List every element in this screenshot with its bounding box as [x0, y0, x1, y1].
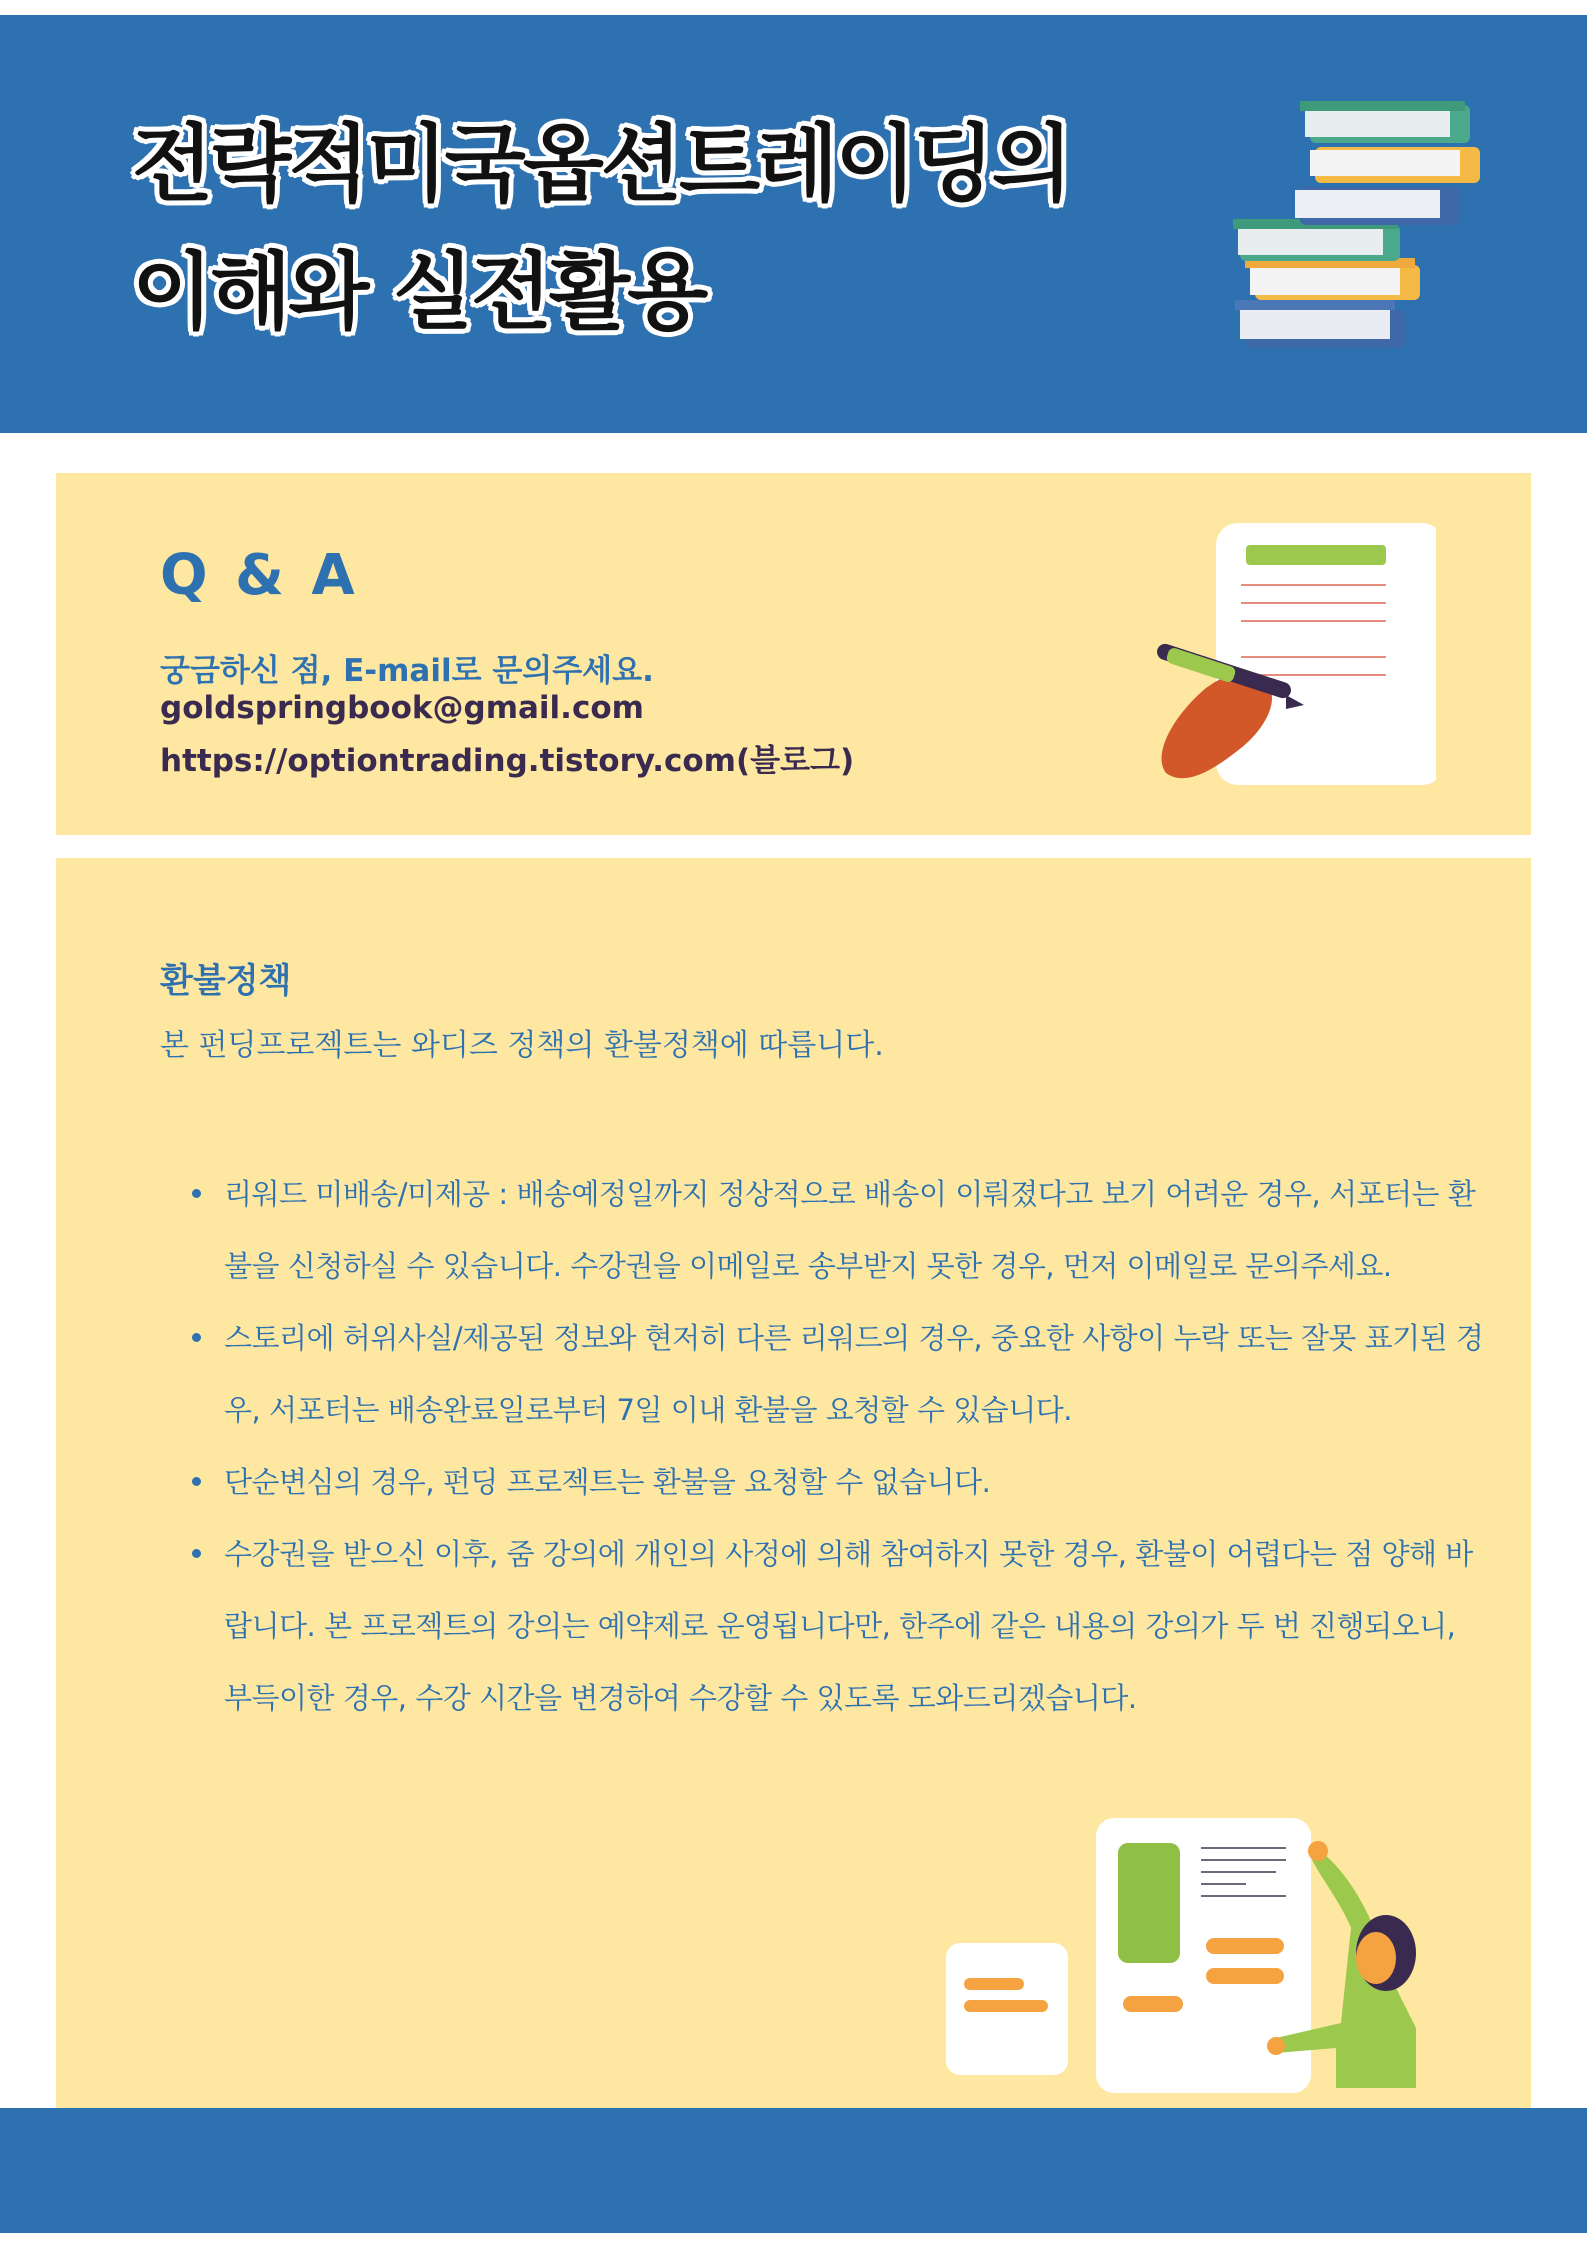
- presenter-board-icon: [946, 1818, 1506, 2118]
- list-item: 단순변심의 경우, 펀딩 프로젝트는 환불을 요청할 수 없습니다.: [160, 1446, 1490, 1518]
- refund-title: 환불정책: [160, 961, 292, 1001]
- refund-policy-list: [160, 1158, 1490, 1734]
- qa-email-link[interactable]: goldspringbook@gmail.com: [160, 690, 644, 726]
- list-item: 수강권을 받으신 이후, 줌 강의에 개인의 사정에 의해 참여하지 못한 경우, 환불이 어렵다는 점 양해 바랍니다. 본 프로젝트의 강의는 예약제로 운영됩니다만, 한주에 같은 내용의 강의가 두 번 진행되오니, 부득이한 경우, 수강 시간을 변경하여 수강할 수 있도록 도와드리겠습니다.: [160, 1518, 1490, 1734]
- refund-intro: 본 펀딩프로젝트는 와디즈 정책의 환불정책에 따릅니다.: [160, 1028, 884, 1063]
- list-item: 리워드 미배송/미제공 : 배송예정일까지 정상적으로 배송이 이뤄졌다고 보기 어려운 경우, 서포터는 환불을 신청하실 수 있습니다. 수강권을 이메일로 송부받지 못한 경우, 먼저 이메일로 문의주세요.: [160, 1158, 1490, 1302]
- refund-card: [56, 858, 1531, 2170]
- hand-writing-icon: [1146, 523, 1436, 803]
- qa-heading: Q & A: [160, 543, 359, 608]
- title-line-1: 전략적미국옵션트레이딩의: [132, 115, 1070, 213]
- qa-question-text: 궁금하신 점, E-mail로 문의주세요.: [160, 653, 654, 689]
- footer-band: [0, 2108, 1587, 2233]
- page-title: [132, 100, 1070, 356]
- book-stack-icon: [1230, 95, 1530, 375]
- list-item: 스토리에 허위사실/제공된 정보와 현저히 다른 리워드의 경우, 중요한 사항이 누락 또는 잘못 표기된 경우, 서포터는 배송완료일로부터 7일 이내 환불을 요청할 수 있습니다.: [160, 1302, 1490, 1446]
- qa-blog-link[interactable]: https://optiontrading.tistory.com(블로그): [160, 743, 855, 779]
- qa-card: [56, 473, 1531, 835]
- title-line-2: 이해와 실전활용: [132, 243, 706, 341]
